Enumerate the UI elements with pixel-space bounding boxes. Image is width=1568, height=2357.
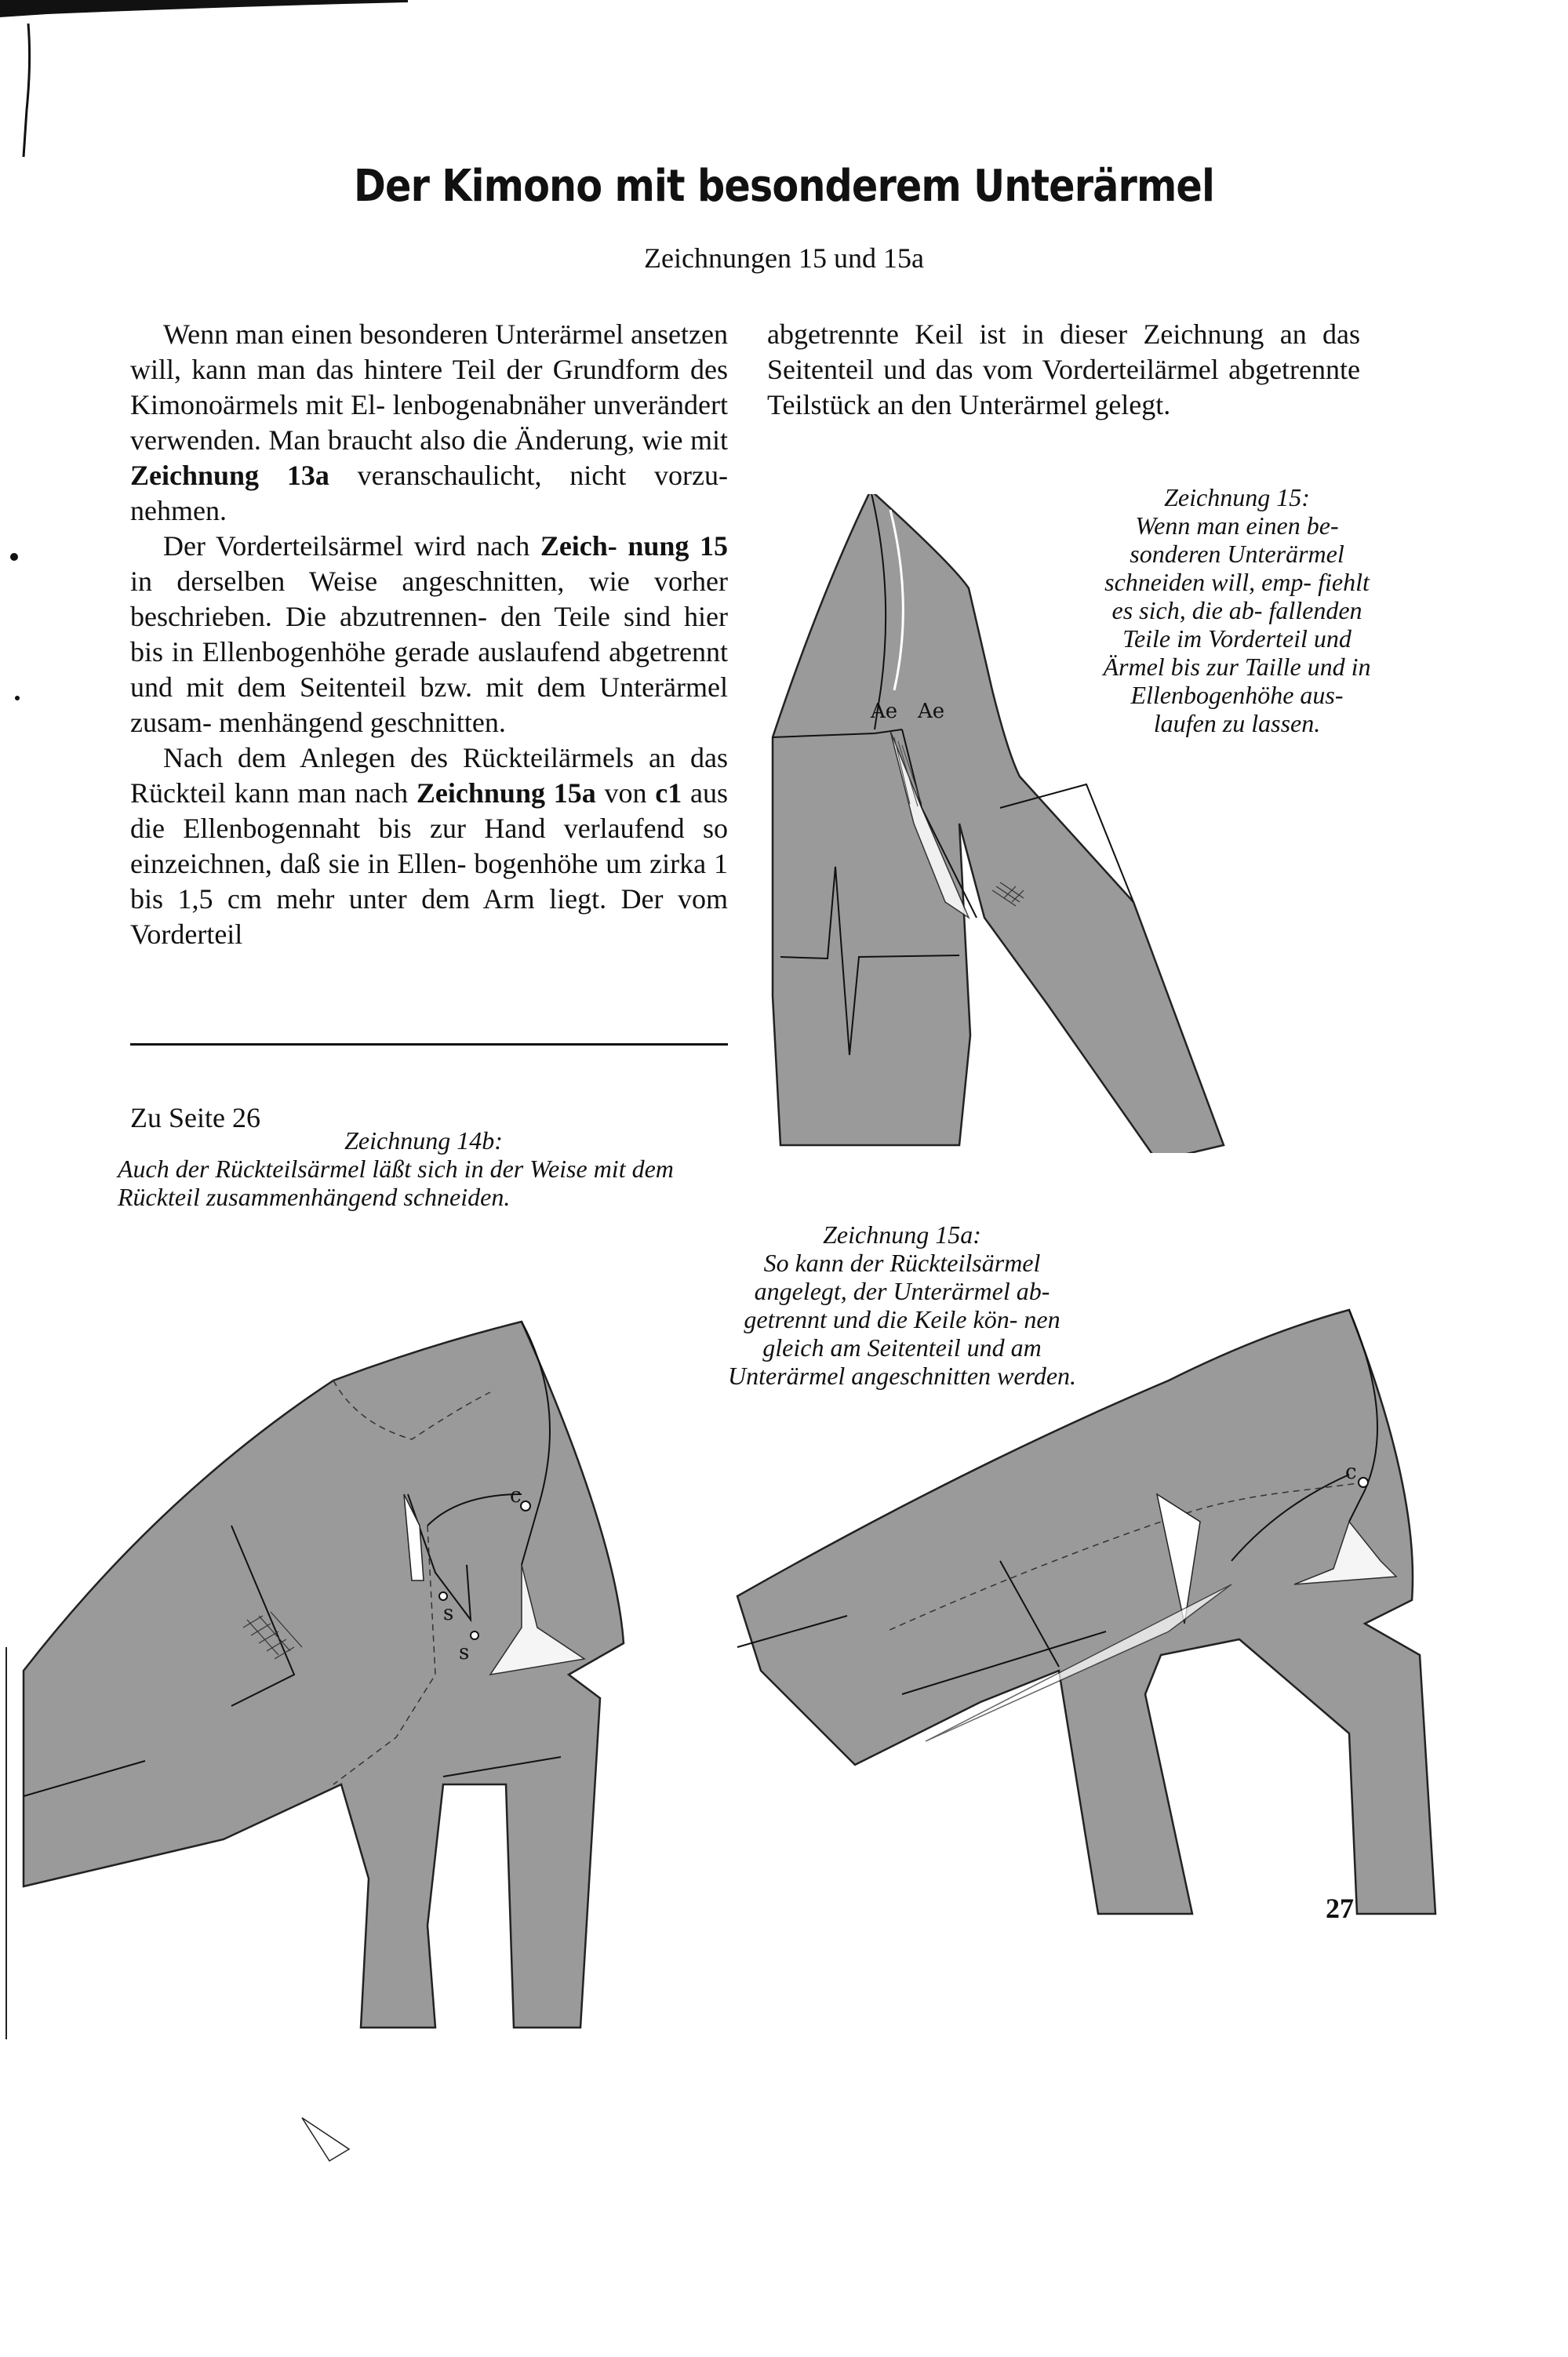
page-subtitle: Zeichnungen 15 und 15a <box>644 242 924 274</box>
cross-reference: Zu Seite 26 <box>130 1102 260 1133</box>
page-title: Der Kimono mit besonderem Unterärmel <box>354 161 1214 212</box>
text-column-left <box>130 317 728 952</box>
paragraph-continued: abgetrennte Keil ist in dieser Zeichnung an das Seitenteil und das vom Vorderteilärmel abgetrennte Teilstück an den Unterärmel gelegt. <box>767 318 1360 420</box>
caption-15a-text: So kann der Rückteilsärmel angelegt, der Unterärmel ab- getrennt und die Keile kön- nen gleich am Seitenteil und am Unterärmel angeschnitten werden. <box>727 1249 1077 1390</box>
caption-zeichnung-14b <box>118 1126 729 1211</box>
figure-14b-pattern <box>20 1235 678 2357</box>
fig14b-label-s1: s <box>443 1602 454 1625</box>
page-number: 27 <box>1326 1893 1354 1924</box>
column-divider <box>130 1043 728 1046</box>
paragraph-2: Der Vorderteilsärmel wird nach Zeich- nung 15 in derselben Weise angeschnitten, wie vorher beschrieben. Die abzutrennen- den Teile sind hier bis in Ellenbogenhöhe gerade auslaufend abgetrennt und mit dem Seitenteil bzw. mit dem Unterärmel zusam- menhängend geschnitten. <box>130 530 729 738</box>
caption-15-label: Zeichnung 15: <box>1164 483 1310 511</box>
fig14b-label-c1: c <box>510 1484 522 1508</box>
paragraph-1: Wenn man einen besonderen Unterärmel ansetzen will, kann man das hintere Teil der Grundform des Kimonoärmels mit El- lenbogenabnäher unverändert verwenden. Man braucht also die Änderung, wie mit Zeichnung 13a veranschaulicht, nicht vorzu- nehmen. <box>130 318 728 526</box>
figure-15a-pattern <box>729 1231 1522 1922</box>
scan-edge-top <box>0 0 408 17</box>
fig14b-label-s2: s <box>459 1641 470 1664</box>
caption-14b-text: Auch der Rückteilsärmel läßt sich in der Weise mit dem Rückteil zusammenhängend schneiden. <box>118 1155 674 1211</box>
caption-15-text: Wenn man einen be- sonderen Unterärmel schneiden will, emp- fiehlt es sich, die ab- fallenden Teile im Vorderteil und Ärmel bis zur Taille und in Ellenbogenhöhe aus- laufen zu lassen. <box>1103 511 1371 737</box>
paragraph-3: Nach dem Anlegen des Rückteilärmels an das Rückteil kann man nach Zeichnung 15a von c1 aus die Ellenbogennaht bis zur Hand verlaufend so einzeichnen, daß sie in Ellen- bogenhöhe um zirka 1 bis 1,5 cm mehr unter dem Arm liegt. Der vom Vorderteil <box>130 742 728 950</box>
fig15-label-ae-left: Ae <box>871 700 898 723</box>
fig15a-label-c1: c <box>1345 1460 1357 1484</box>
caption-15a-label: Zeichnung 15a: <box>823 1220 981 1249</box>
caption-zeichnung-15 <box>1100 483 1374 737</box>
caption-14b-label: Zeichnung 14b: <box>344 1126 503 1155</box>
text-column-right <box>767 317 1360 423</box>
fig15-label-ae-right: Ae <box>918 700 945 723</box>
